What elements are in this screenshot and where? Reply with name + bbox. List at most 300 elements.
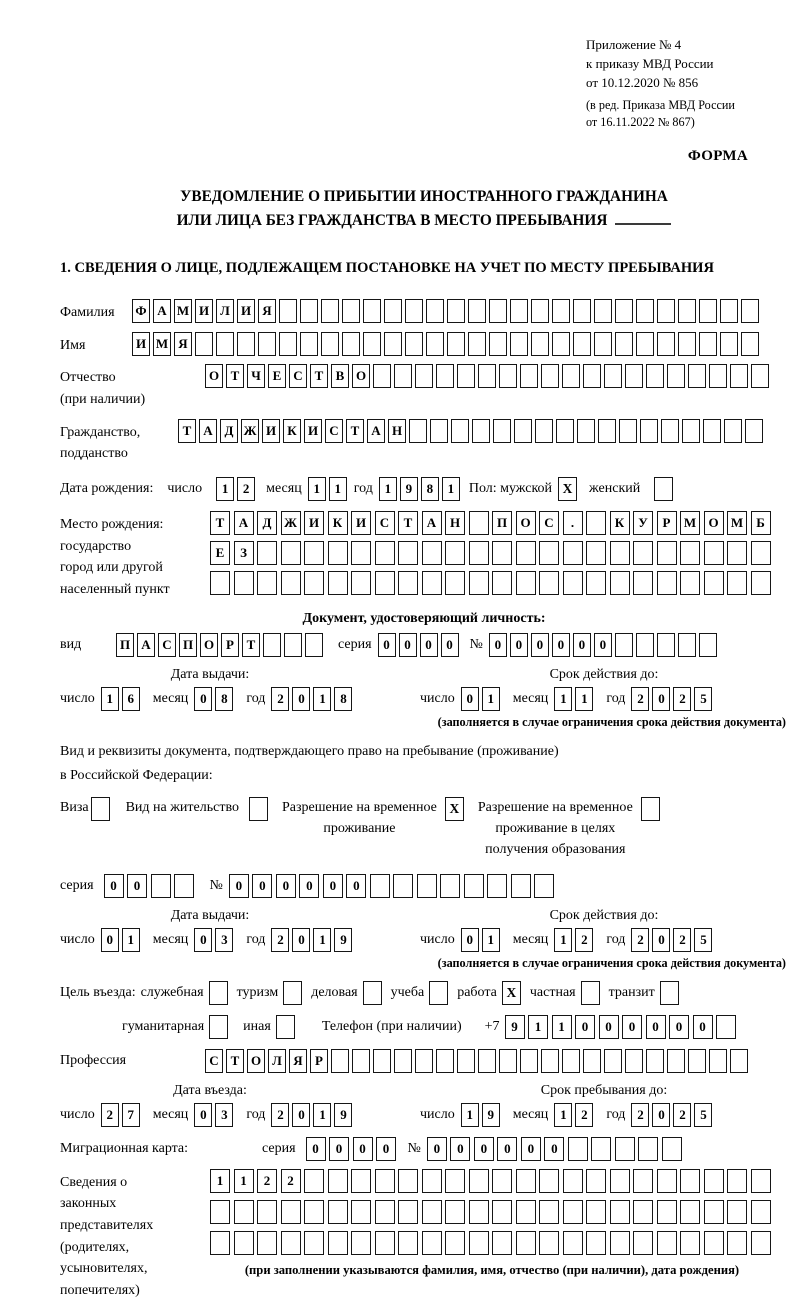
char-cell[interactable]: 8: [421, 477, 439, 501]
char-cell[interactable]: [539, 1231, 559, 1255]
char-cell[interactable]: [351, 1200, 371, 1224]
purpose-business-checkbox[interactable]: [363, 981, 382, 1005]
char-cell[interactable]: 2: [631, 687, 649, 711]
char-cell[interactable]: [363, 332, 381, 356]
char-cell[interactable]: [492, 1169, 512, 1193]
char-cell[interactable]: Т: [398, 511, 418, 535]
char-cell[interactable]: Ж: [281, 511, 301, 535]
char-cell[interactable]: [563, 1231, 583, 1255]
char-cell[interactable]: [405, 299, 423, 323]
char-cell[interactable]: [709, 364, 727, 388]
char-cell[interactable]: 0: [194, 1103, 212, 1127]
char-cell[interactable]: 1: [313, 928, 331, 952]
char-cell[interactable]: 0: [346, 874, 366, 898]
char-cell[interactable]: [610, 541, 630, 565]
char-cell[interactable]: Р: [657, 511, 677, 535]
char-cell[interactable]: [610, 1169, 630, 1193]
char-cell[interactable]: [516, 571, 536, 595]
char-cell[interactable]: Б: [751, 511, 771, 535]
char-cell[interactable]: [633, 1231, 653, 1255]
char-cell[interactable]: [151, 874, 171, 898]
char-cell[interactable]: [328, 541, 348, 565]
char-cell[interactable]: С: [325, 419, 343, 443]
char-cell[interactable]: 0: [450, 1137, 470, 1161]
char-cell[interactable]: 5: [694, 1103, 712, 1127]
char-cell[interactable]: 0: [510, 633, 528, 657]
char-cell[interactable]: [394, 1049, 412, 1073]
char-cell[interactable]: [520, 364, 538, 388]
char-cell[interactable]: 2: [673, 687, 691, 711]
char-cell[interactable]: [678, 332, 696, 356]
char-cell[interactable]: 0: [489, 633, 507, 657]
char-cell[interactable]: И: [237, 299, 255, 323]
char-cell[interactable]: [594, 332, 612, 356]
char-cell[interactable]: М: [174, 299, 192, 323]
char-cell[interactable]: [445, 571, 465, 595]
char-cell[interactable]: 0: [552, 633, 570, 657]
char-cell[interactable]: [615, 633, 633, 657]
char-cell[interactable]: [398, 1231, 418, 1255]
char-cell[interactable]: 0: [252, 874, 272, 898]
char-cell[interactable]: 0: [329, 1137, 349, 1161]
char-cell[interactable]: К: [328, 511, 348, 535]
char-cell[interactable]: [583, 1049, 601, 1073]
char-cell[interactable]: [539, 571, 559, 595]
char-cell[interactable]: 1: [554, 928, 572, 952]
char-cell[interactable]: [680, 571, 700, 595]
char-cell[interactable]: [489, 299, 507, 323]
char-cell[interactable]: [678, 299, 696, 323]
char-cell[interactable]: А: [234, 511, 254, 535]
char-cell[interactable]: 0: [652, 928, 670, 952]
char-cell[interactable]: [615, 1137, 635, 1161]
char-cell[interactable]: [210, 571, 230, 595]
char-cell[interactable]: [373, 364, 391, 388]
char-cell[interactable]: [704, 1169, 724, 1193]
char-cell[interactable]: 0: [292, 928, 310, 952]
char-cell[interactable]: [573, 332, 591, 356]
char-cell[interactable]: [751, 364, 769, 388]
char-cell[interactable]: [741, 299, 759, 323]
char-cell[interactable]: 2: [575, 928, 593, 952]
char-cell[interactable]: [499, 1049, 517, 1073]
char-cell[interactable]: [704, 571, 724, 595]
char-cell[interactable]: [398, 1200, 418, 1224]
char-cell[interactable]: [556, 419, 574, 443]
char-cell[interactable]: [667, 364, 685, 388]
char-cell[interactable]: [633, 541, 653, 565]
char-cell[interactable]: [699, 332, 717, 356]
char-cell[interactable]: [426, 332, 444, 356]
char-cell[interactable]: [469, 1200, 489, 1224]
char-cell[interactable]: [304, 541, 324, 565]
sex-male-checkbox[interactable]: X: [558, 477, 577, 501]
char-cell[interactable]: [552, 332, 570, 356]
char-cell[interactable]: [727, 571, 747, 595]
char-cell[interactable]: [638, 1137, 658, 1161]
char-cell[interactable]: 1: [308, 477, 326, 501]
char-cell[interactable]: [375, 541, 395, 565]
char-cell[interactable]: [636, 633, 654, 657]
char-cell[interactable]: Е: [268, 364, 286, 388]
char-cell[interactable]: [510, 299, 528, 323]
char-cell[interactable]: [492, 541, 512, 565]
char-cell[interactable]: [464, 874, 484, 898]
char-cell[interactable]: [375, 1200, 395, 1224]
char-cell[interactable]: [699, 299, 717, 323]
char-cell[interactable]: [457, 1049, 475, 1073]
char-cell[interactable]: [727, 1231, 747, 1255]
char-cell[interactable]: 2: [575, 1103, 593, 1127]
char-cell[interactable]: [258, 332, 276, 356]
char-cell[interactable]: 9: [505, 1015, 525, 1039]
char-cell[interactable]: [174, 874, 194, 898]
char-cell[interactable]: 0: [544, 1137, 564, 1161]
char-cell[interactable]: 1: [216, 477, 234, 501]
char-cell[interactable]: [393, 874, 413, 898]
char-cell[interactable]: [478, 1049, 496, 1073]
char-cell[interactable]: [699, 633, 717, 657]
char-cell[interactable]: [234, 1231, 254, 1255]
char-cell[interactable]: [591, 1137, 611, 1161]
char-cell[interactable]: 1: [552, 1015, 572, 1039]
char-cell[interactable]: [331, 1049, 349, 1073]
char-cell[interactable]: О: [247, 1049, 265, 1073]
char-cell[interactable]: 0: [299, 874, 319, 898]
char-cell[interactable]: [667, 1049, 685, 1073]
char-cell[interactable]: [727, 1169, 747, 1193]
char-cell[interactable]: 0: [531, 633, 549, 657]
char-cell[interactable]: [281, 541, 301, 565]
char-cell[interactable]: [636, 332, 654, 356]
char-cell[interactable]: [328, 571, 348, 595]
char-cell[interactable]: [586, 511, 606, 535]
char-cell[interactable]: [422, 1200, 442, 1224]
char-cell[interactable]: [633, 571, 653, 595]
char-cell[interactable]: О: [516, 511, 536, 535]
char-cell[interactable]: 8: [334, 687, 352, 711]
char-cell[interactable]: [237, 332, 255, 356]
char-cell[interactable]: [300, 299, 318, 323]
char-cell[interactable]: С: [158, 633, 176, 657]
char-cell[interactable]: [257, 1200, 277, 1224]
char-cell[interactable]: [534, 874, 554, 898]
char-cell[interactable]: [398, 571, 418, 595]
char-cell[interactable]: [633, 1169, 653, 1193]
char-cell[interactable]: [720, 299, 738, 323]
char-cell[interactable]: [615, 332, 633, 356]
char-cell[interactable]: Д: [257, 511, 277, 535]
char-cell[interactable]: [625, 364, 643, 388]
char-cell[interactable]: [516, 1169, 536, 1193]
char-cell[interactable]: И: [351, 511, 371, 535]
char-cell[interactable]: [430, 419, 448, 443]
char-cell[interactable]: 0: [594, 633, 612, 657]
char-cell[interactable]: [415, 364, 433, 388]
char-cell[interactable]: [688, 1049, 706, 1073]
purpose-official-checkbox[interactable]: [209, 981, 228, 1005]
char-cell[interactable]: 0: [229, 874, 249, 898]
char-cell[interactable]: С: [205, 1049, 223, 1073]
char-cell[interactable]: [531, 332, 549, 356]
char-cell[interactable]: 2: [271, 687, 289, 711]
temp-permit-checkbox[interactable]: X: [445, 797, 464, 821]
char-cell[interactable]: [586, 541, 606, 565]
char-cell[interactable]: [516, 1231, 536, 1255]
char-cell[interactable]: [586, 571, 606, 595]
char-cell[interactable]: [562, 1049, 580, 1073]
char-cell[interactable]: [394, 364, 412, 388]
char-cell[interactable]: 0: [521, 1137, 541, 1161]
char-cell[interactable]: 1: [575, 687, 593, 711]
char-cell[interactable]: [493, 419, 511, 443]
char-cell[interactable]: [724, 419, 742, 443]
char-cell[interactable]: И: [132, 332, 150, 356]
char-cell[interactable]: [662, 1137, 682, 1161]
char-cell[interactable]: [745, 419, 763, 443]
char-cell[interactable]: [586, 1231, 606, 1255]
char-cell[interactable]: [415, 1049, 433, 1073]
char-cell[interactable]: 0: [575, 1015, 595, 1039]
char-cell[interactable]: 2: [101, 1103, 119, 1127]
char-cell[interactable]: 1: [461, 1103, 479, 1127]
char-cell[interactable]: [405, 332, 423, 356]
char-cell[interactable]: .: [563, 511, 583, 535]
char-cell[interactable]: 5: [694, 928, 712, 952]
char-cell[interactable]: 0: [292, 1103, 310, 1127]
char-cell[interactable]: [646, 1049, 664, 1073]
char-cell[interactable]: Ж: [241, 419, 259, 443]
char-cell[interactable]: [680, 1169, 700, 1193]
char-cell[interactable]: [469, 541, 489, 565]
char-cell[interactable]: [342, 332, 360, 356]
char-cell[interactable]: [257, 1231, 277, 1255]
char-cell[interactable]: [680, 1231, 700, 1255]
char-cell[interactable]: [234, 1200, 254, 1224]
char-cell[interactable]: [657, 1169, 677, 1193]
char-cell[interactable]: 0: [292, 687, 310, 711]
char-cell[interactable]: [727, 541, 747, 565]
char-cell[interactable]: [445, 1200, 465, 1224]
char-cell[interactable]: [703, 419, 721, 443]
sex-female-checkbox[interactable]: [654, 477, 673, 501]
char-cell[interactable]: О: [352, 364, 370, 388]
char-cell[interactable]: 0: [652, 687, 670, 711]
char-cell[interactable]: [583, 364, 601, 388]
char-cell[interactable]: 0: [127, 874, 147, 898]
char-cell[interactable]: 2: [673, 1103, 691, 1127]
char-cell[interactable]: 9: [334, 1103, 352, 1127]
char-cell[interactable]: И: [304, 511, 324, 535]
char-cell[interactable]: [539, 541, 559, 565]
char-cell[interactable]: 6: [122, 687, 140, 711]
char-cell[interactable]: О: [200, 633, 218, 657]
char-cell[interactable]: 2: [271, 928, 289, 952]
char-cell[interactable]: [445, 1231, 465, 1255]
char-cell[interactable]: [321, 332, 339, 356]
char-cell[interactable]: Т: [178, 419, 196, 443]
char-cell[interactable]: 1: [313, 687, 331, 711]
char-cell[interactable]: [688, 364, 706, 388]
char-cell[interactable]: [370, 874, 390, 898]
char-cell[interactable]: [384, 299, 402, 323]
char-cell[interactable]: [279, 299, 297, 323]
char-cell[interactable]: [516, 1200, 536, 1224]
char-cell[interactable]: [563, 571, 583, 595]
char-cell[interactable]: [257, 571, 277, 595]
char-cell[interactable]: [499, 364, 517, 388]
char-cell[interactable]: 2: [673, 928, 691, 952]
char-cell[interactable]: П: [179, 633, 197, 657]
char-cell[interactable]: 0: [693, 1015, 713, 1039]
char-cell[interactable]: 1: [379, 477, 397, 501]
char-cell[interactable]: [586, 1169, 606, 1193]
char-cell[interactable]: А: [367, 419, 385, 443]
char-cell[interactable]: [328, 1231, 348, 1255]
char-cell[interactable]: [657, 1231, 677, 1255]
char-cell[interactable]: 0: [573, 633, 591, 657]
char-cell[interactable]: Я: [174, 332, 192, 356]
char-cell[interactable]: [363, 299, 381, 323]
char-cell[interactable]: В: [331, 364, 349, 388]
char-cell[interactable]: [552, 299, 570, 323]
char-cell[interactable]: 1: [313, 1103, 331, 1127]
char-cell[interactable]: [478, 364, 496, 388]
char-cell[interactable]: [704, 1200, 724, 1224]
char-cell[interactable]: [436, 1049, 454, 1073]
residence-permit-checkbox[interactable]: [249, 797, 268, 821]
char-cell[interactable]: [646, 364, 664, 388]
char-cell[interactable]: [422, 571, 442, 595]
char-cell[interactable]: [563, 1169, 583, 1193]
char-cell[interactable]: С: [375, 511, 395, 535]
char-cell[interactable]: [604, 364, 622, 388]
char-cell[interactable]: 9: [482, 1103, 500, 1127]
char-cell[interactable]: 0: [599, 1015, 619, 1039]
title-blank-line[interactable]: [615, 212, 671, 225]
char-cell[interactable]: [492, 571, 512, 595]
char-cell[interactable]: [195, 332, 213, 356]
char-cell[interactable]: 0: [652, 1103, 670, 1127]
char-cell[interactable]: [610, 1200, 630, 1224]
char-cell[interactable]: [422, 1169, 442, 1193]
char-cell[interactable]: У: [633, 511, 653, 535]
char-cell[interactable]: О: [205, 364, 223, 388]
char-cell[interactable]: [375, 1231, 395, 1255]
char-cell[interactable]: [321, 299, 339, 323]
char-cell[interactable]: [422, 541, 442, 565]
char-cell[interactable]: [305, 633, 323, 657]
char-cell[interactable]: 1: [210, 1169, 230, 1193]
char-cell[interactable]: [680, 1200, 700, 1224]
char-cell[interactable]: [730, 364, 748, 388]
char-cell[interactable]: 1: [554, 1103, 572, 1127]
char-cell[interactable]: [751, 1169, 771, 1193]
char-cell[interactable]: 0: [420, 633, 438, 657]
char-cell[interactable]: 0: [399, 633, 417, 657]
char-cell[interactable]: З: [234, 541, 254, 565]
purpose-transit-checkbox[interactable]: [660, 981, 679, 1005]
char-cell[interactable]: 1: [101, 687, 119, 711]
char-cell[interactable]: 1: [482, 687, 500, 711]
char-cell[interactable]: [426, 299, 444, 323]
char-cell[interactable]: 7: [122, 1103, 140, 1127]
char-cell[interactable]: [304, 1169, 324, 1193]
char-cell[interactable]: 0: [474, 1137, 494, 1161]
char-cell[interactable]: 0: [497, 1137, 517, 1161]
char-cell[interactable]: [304, 1231, 324, 1255]
char-cell[interactable]: И: [304, 419, 322, 443]
char-cell[interactable]: [440, 874, 460, 898]
char-cell[interactable]: [577, 419, 595, 443]
char-cell[interactable]: [281, 1231, 301, 1255]
char-cell[interactable]: [682, 419, 700, 443]
char-cell[interactable]: [636, 299, 654, 323]
char-cell[interactable]: [657, 541, 677, 565]
char-cell[interactable]: Т: [210, 511, 230, 535]
char-cell[interactable]: [398, 1169, 418, 1193]
char-cell[interactable]: [661, 419, 679, 443]
char-cell[interactable]: [492, 1231, 512, 1255]
char-cell[interactable]: [447, 332, 465, 356]
char-cell[interactable]: [657, 633, 675, 657]
char-cell[interactable]: [678, 633, 696, 657]
char-cell[interactable]: [447, 299, 465, 323]
char-cell[interactable]: 0: [194, 928, 212, 952]
char-cell[interactable]: Р: [221, 633, 239, 657]
char-cell[interactable]: [487, 874, 507, 898]
char-cell[interactable]: [257, 541, 277, 565]
char-cell[interactable]: [657, 299, 675, 323]
char-cell[interactable]: А: [199, 419, 217, 443]
char-cell[interactable]: [234, 571, 254, 595]
char-cell[interactable]: [598, 419, 616, 443]
char-cell[interactable]: [610, 1231, 630, 1255]
char-cell[interactable]: 0: [441, 633, 459, 657]
char-cell[interactable]: [342, 299, 360, 323]
char-cell[interactable]: [409, 419, 427, 443]
char-cell[interactable]: [751, 571, 771, 595]
char-cell[interactable]: М: [153, 332, 171, 356]
char-cell[interactable]: [468, 299, 486, 323]
char-cell[interactable]: 2: [281, 1169, 301, 1193]
char-cell[interactable]: М: [680, 511, 700, 535]
char-cell[interactable]: [469, 571, 489, 595]
char-cell[interactable]: 0: [427, 1137, 447, 1161]
char-cell[interactable]: [304, 571, 324, 595]
char-cell[interactable]: [210, 1231, 230, 1255]
char-cell[interactable]: Т: [310, 364, 328, 388]
purpose-work-checkbox[interactable]: X: [502, 981, 521, 1005]
char-cell[interactable]: [535, 419, 553, 443]
char-cell[interactable]: 2: [237, 477, 255, 501]
char-cell[interactable]: [457, 364, 475, 388]
char-cell[interactable]: Н: [388, 419, 406, 443]
purpose-study-checkbox[interactable]: [429, 981, 448, 1005]
char-cell[interactable]: [625, 1049, 643, 1073]
char-cell[interactable]: [539, 1169, 559, 1193]
char-cell[interactable]: А: [422, 511, 442, 535]
char-cell[interactable]: [751, 541, 771, 565]
char-cell[interactable]: Л: [216, 299, 234, 323]
char-cell[interactable]: 2: [631, 928, 649, 952]
char-cell[interactable]: [720, 332, 738, 356]
char-cell[interactable]: А: [137, 633, 155, 657]
char-cell[interactable]: 0: [669, 1015, 689, 1039]
char-cell[interactable]: П: [492, 511, 512, 535]
char-cell[interactable]: 0: [104, 874, 124, 898]
char-cell[interactable]: [751, 1231, 771, 1255]
